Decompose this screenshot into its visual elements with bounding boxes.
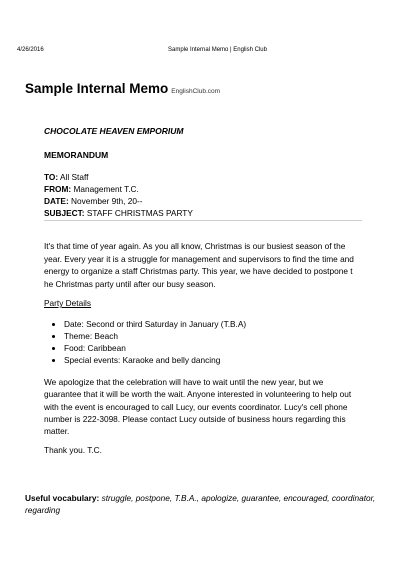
list-item: • Food: Caribbean [64,342,246,354]
site-name: EnglishClub.com [171,88,221,95]
memorandum-label: MEMORANDUM [44,150,109,160]
header-value: November 9th, 20-- [71,196,143,206]
header-label: FROM: [44,184,72,194]
vocabulary-words: struggle, postpone, T.B.A., apologize, guarantee, encouraged, coordinator, regarding [25,493,376,516]
header-label: DATE: [44,196,69,206]
list-item: • Theme: Beach [64,330,246,342]
vocabulary-note [25,492,380,517]
memo-header-subject [44,207,362,219]
header-label: SUBJECT: [44,208,85,218]
list-item: • Date: Second or third Saturday in January (T.B.A) [64,318,246,330]
memo-header-date [44,195,362,207]
party-details-heading: Party Details [44,298,92,308]
company-name: CHOCOLATE HEAVEN EMPORIUM [44,126,184,136]
document-title-row [25,80,220,98]
header-value: All Staff [60,172,89,182]
header-value: Management T.C. [73,184,139,194]
vocabulary-label: Useful vocabulary: [25,493,100,503]
memo-header-block [44,171,362,219]
header-label: TO: [44,172,59,182]
signoff: Thank you. T.C. [44,445,102,455]
memo-header-to [44,171,362,183]
print-date: 4/26/2016 [17,47,44,53]
document-title: Sample Internal Memo [25,81,169,96]
list-item: • Special events: Karaoke and belly dancing [64,354,246,366]
header-divider [44,220,362,221]
header-value: STAFF CHRISTMAS PARTY [86,208,193,218]
memo-header-from [44,183,362,195]
party-details-list [44,318,246,366]
body-paragraph-intro: It's that time of year again. As you all know, Christmas is our busiest season of the year. Every year it is a struggle for management and supervisors to find the time and energy to organize a staff Christmas party. This year, we have decided to postpone t he Christmas party until after our busy season. [44,241,354,289]
body-paragraph-apology: We apologize that the celebration will have to wait until the new year, but we guarantee that it will be worth the wait. Anyone interested in volunteering to help out with the event is encouraged to call Lucy, our events coordinator. Lucy's cell phone number is 222-3098. Please contact Lucy outside of business hours regarding this matter. [44,377,352,437]
print-header-title: Sample Internal Memo | English Club [168,47,267,53]
